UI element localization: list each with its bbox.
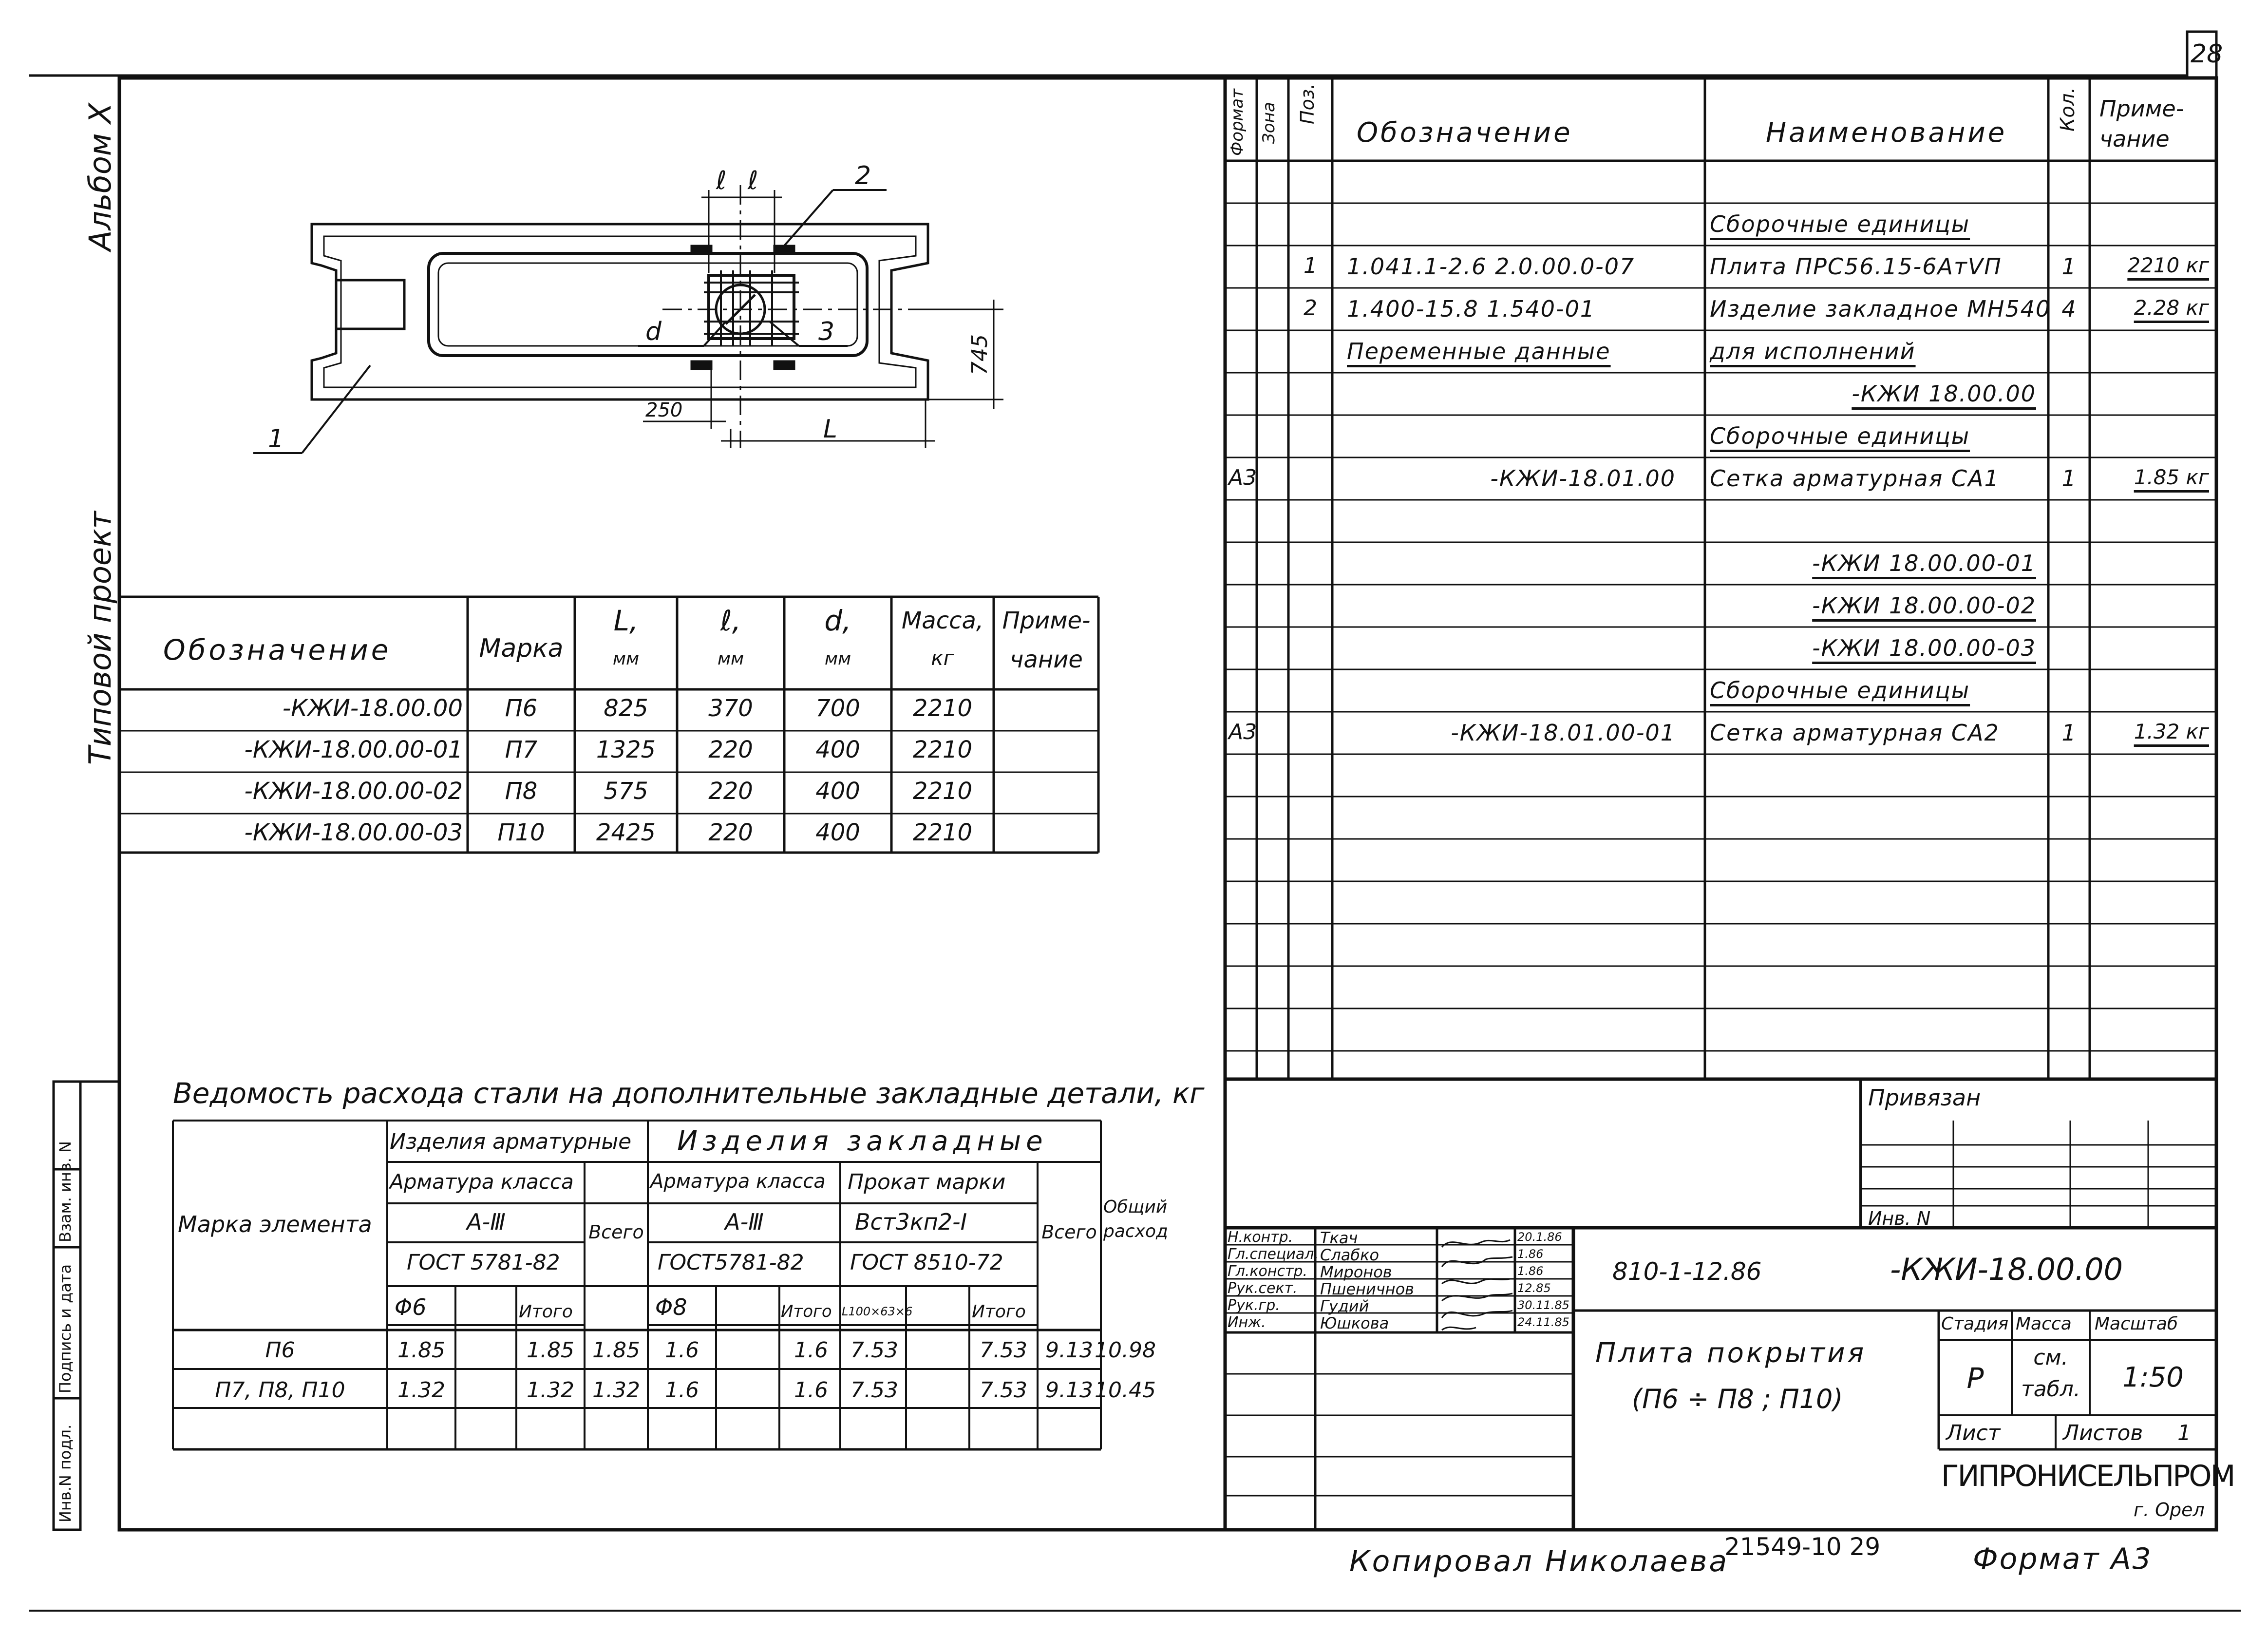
- spec-note-cell: 2210 кг: [2127, 253, 2209, 277]
- dim-label-l1: ℓ: [716, 166, 727, 195]
- variants-table-cell: -КЖИ-18.00.00: [282, 695, 463, 722]
- specification-row-lines: [1225, 203, 2216, 1051]
- tb-role: Гл.констр.: [1228, 1263, 1308, 1280]
- sheet-format: Формат А3: [1973, 1542, 2153, 1576]
- steel-header-izd-arm: Изделия арматурные: [390, 1129, 632, 1154]
- steel-header-prokat: Прокат марки: [848, 1170, 1006, 1195]
- spec-designation-cell: Переменные данные: [1347, 338, 1611, 364]
- spec-name-cell: Сетка арматурная СА2: [1710, 720, 2000, 746]
- steel-header-arm-class: Арматура класса: [390, 1170, 574, 1194]
- steel-table-cell: 1.32: [527, 1378, 574, 1403]
- variants-table-cell: 220: [708, 778, 753, 805]
- vt-header-marka: Марка: [479, 634, 564, 663]
- tb-name: Миронов: [1320, 1263, 1392, 1281]
- tb-title-2: (П6 ÷ П8 ; П10): [1632, 1384, 1843, 1414]
- spec-pos-cell: 1: [1304, 253, 1317, 278]
- spec-designation-cell: -КЖИ-18.01.00: [1490, 465, 1676, 492]
- tb-role: Рук.сект.: [1228, 1280, 1298, 1297]
- diameter-d-label: d: [645, 317, 662, 346]
- tb-stage-header: Стадия: [1941, 1314, 2009, 1334]
- stamp-inv-podl: Инв.N подл.: [56, 1424, 75, 1522]
- steel-header-itogo-1: Итого: [519, 1302, 573, 1322]
- steel-header-angle: L100×63×6: [842, 1305, 913, 1318]
- steel-header-gost8510: ГОСТ 8510-72: [850, 1250, 1003, 1275]
- spec-header-format: Формат: [1228, 89, 1247, 156]
- spec-header-qty: Кол.: [2057, 87, 2079, 132]
- steel-table-cell: 1.6: [665, 1378, 699, 1403]
- tb-designation: -КЖИ-18.00.00: [1890, 1252, 2123, 1287]
- spec-qty-cell: 1: [2061, 720, 2076, 746]
- variants-table-cell: 400: [815, 819, 860, 846]
- vt-header-l: ℓ,: [720, 604, 741, 637]
- vt-header-d: d,: [824, 604, 851, 637]
- steel-header-vsego: Всего: [588, 1221, 644, 1243]
- project-type-label: Типовой проект: [82, 511, 118, 765]
- spec-designation-cell: 1.400-15.8 1.540-01: [1347, 296, 1596, 322]
- tb-code: 810-1-12.86: [1612, 1257, 1762, 1286]
- steel-table-cell: 9.13: [1045, 1378, 1093, 1403]
- tb-name: Пшеничнов: [1320, 1280, 1415, 1298]
- variants-table-cell: 400: [815, 736, 860, 763]
- position-3-label: 3: [818, 317, 835, 346]
- tb-role: Инж.: [1228, 1314, 1266, 1331]
- tb-date: 1.86: [1517, 1247, 1544, 1261]
- spec-name-cell: -КЖИ 18.00.00-02: [1812, 592, 2036, 619]
- tb-privyazan: Привязан: [1868, 1084, 1981, 1111]
- steel-header-vsego-2: Всего: [1041, 1221, 1097, 1243]
- variants-table-cell: П6: [505, 695, 538, 722]
- variants-table-cell: 1325: [596, 736, 656, 763]
- vt-header-designation: Обозначение: [163, 633, 392, 666]
- vt-header-note-2: чание: [1010, 646, 1083, 673]
- tb-sheets: 1: [2177, 1421, 2191, 1445]
- variants-table-cell: 2210: [912, 736, 973, 763]
- variants-table-cell: П10: [497, 819, 545, 846]
- steel-table-cell: 7.53: [850, 1338, 898, 1363]
- tb-name: Гудий: [1320, 1297, 1369, 1315]
- spec-header-pos: Поз.: [1297, 83, 1318, 124]
- spec-name-cell: Изделие закладное МН540: [1710, 296, 2051, 322]
- vt-header-note: Приме-: [1002, 607, 1091, 634]
- steel-header-a3: А-Ⅲ: [467, 1209, 506, 1235]
- variants-table-cell: 220: [708, 736, 753, 763]
- spec-name-cell: -КЖИ 18.00.00-03: [1812, 635, 2036, 661]
- spec-qty-cell: 1: [2061, 465, 2076, 492]
- variants-table-cell: 825: [604, 695, 648, 722]
- tb-role: Рук.гр.: [1228, 1297, 1280, 1314]
- variants-table-cell: -КЖИ-18.00.00-02: [244, 778, 463, 805]
- spec-format-cell: А3: [1228, 720, 1257, 744]
- steel-header-f8: Φ8: [655, 1294, 687, 1320]
- steel-table-cell: П6: [265, 1338, 295, 1363]
- steel-table-cell: 7.53: [850, 1378, 898, 1403]
- variants-table-cell: П8: [505, 778, 538, 805]
- steel-header-f6: Φ6: [395, 1294, 427, 1320]
- tb-mass-1: см.: [2033, 1345, 2068, 1370]
- steel-table-cell: П7, П8, П10: [215, 1378, 345, 1403]
- position-2-label: 2: [855, 161, 871, 190]
- sheet-number: 28: [2191, 39, 2223, 69]
- tb-scale: 1:50: [2122, 1362, 2184, 1393]
- dim-745-label: 745: [967, 334, 992, 375]
- copied-by: Копировал Николаева: [1349, 1544, 1729, 1578]
- spec-name-cell: Сборочные единицы: [1710, 211, 1970, 237]
- spec-name-cell: для исполнений: [1710, 338, 1916, 364]
- steel-table-cell: 1.6: [794, 1338, 828, 1363]
- spec-designation-cell: 1.041.1-2.6 2.0.00.0-07: [1347, 253, 1635, 280]
- variants-table-cell: 2210: [912, 695, 973, 722]
- dim-label-l2: ℓ: [748, 166, 758, 195]
- steel-header-arm-class-2: Арматура класса: [650, 1170, 826, 1193]
- steel-table-cell: 10.45: [1095, 1378, 1156, 1403]
- tb-title-1: Плита покрытия: [1595, 1337, 1867, 1369]
- tb-role: Гл.специал.: [1228, 1246, 1319, 1263]
- vt-header-mass-unit: кг: [931, 646, 954, 670]
- vt-header-L: L,: [613, 604, 639, 637]
- spec-name-cell: Сборочные единицы: [1710, 423, 1970, 449]
- tb-date: 20.1.86: [1517, 1230, 1562, 1244]
- steel-table-cell: 1.85: [527, 1338, 574, 1363]
- spec-note-cell: 2.28 кг: [2134, 296, 2209, 320]
- variants-table-cell: П7: [505, 736, 538, 763]
- position-1-label: 1: [268, 424, 284, 454]
- tb-stage: Р: [1966, 1362, 1984, 1395]
- spec-header-note-2: чание: [2099, 126, 2170, 152]
- steel-table-cell: 1.6: [665, 1338, 699, 1363]
- variants-table-cell: 2425: [596, 819, 656, 846]
- steel-header-total: Общий: [1103, 1197, 1168, 1217]
- steel-header-marka: Марка элемента: [178, 1211, 372, 1237]
- variants-table-cell: 400: [815, 778, 860, 805]
- steel-table-cell: 1.32: [397, 1378, 445, 1403]
- dim-250-label: 250: [645, 399, 683, 421]
- spec-name-cell: Сборочные единицы: [1710, 677, 1970, 703]
- steel-header-gost5781: ГОСТ 5781-82: [407, 1250, 560, 1275]
- variants-table-cell: 2210: [912, 778, 973, 805]
- variants-table-cell: 370: [708, 695, 753, 722]
- spec-header-zone: Зона: [1259, 102, 1279, 144]
- variants-table-cell: 575: [604, 778, 648, 805]
- archive-number: 21549-10 29: [1724, 1533, 1881, 1561]
- steel-header-itogo-2: Итого: [781, 1302, 832, 1321]
- steel-table-cell: 1.85: [592, 1338, 640, 1363]
- steel-table-cell: 1.85: [397, 1338, 445, 1363]
- spec-name-cell: -КЖИ 18.00.00: [1852, 380, 2036, 407]
- spec-note-cell: 1.85 кг: [2134, 465, 2209, 489]
- spec-name-cell: Сетка арматурная СА1: [1710, 465, 2000, 492]
- variants-table-cell: -КЖИ-18.00.00-03: [244, 819, 463, 846]
- tb-inv: Инв. N: [1868, 1208, 1931, 1229]
- spec-format-cell: А3: [1228, 465, 1257, 490]
- tb-date: 12.85: [1517, 1281, 1551, 1295]
- tb-date: 1.86: [1517, 1264, 1544, 1278]
- tb-mass-header: Масса: [2016, 1314, 2072, 1334]
- variants-table-cell: -КЖИ-18.00.00-01: [244, 736, 463, 763]
- tb-name: Юшкова: [1320, 1314, 1389, 1332]
- variants-table-cell: 700: [815, 695, 860, 722]
- spec-name-cell: Плита ПРС56.15-6АтⅤП: [1710, 253, 2002, 280]
- variants-table-cell: 2210: [912, 819, 973, 846]
- spec-header-name: Наименование: [1766, 117, 2007, 149]
- steel-header-vst: Вст3кп2-Ⅰ: [855, 1209, 967, 1235]
- steel-table-cell: 10.98: [1095, 1338, 1156, 1363]
- spec-qty-cell: 4: [2061, 296, 2076, 322]
- tb-organization: ГИПРОНИСЕЛЬПРОМ: [1941, 1459, 2234, 1493]
- spec-header-designation: Обозначение: [1357, 117, 1573, 149]
- steel-header-gost5781-2: ГОСТ5781-82: [658, 1250, 804, 1275]
- steel-table-cell: 7.53: [980, 1338, 1027, 1363]
- steel-header-izd-zakl: Изделия закладные: [677, 1125, 1048, 1157]
- tb-date: 24.11.85: [1517, 1315, 1569, 1329]
- vt-header-mass: Масса,: [901, 607, 984, 634]
- album-label: Альбом Х: [82, 103, 118, 251]
- spec-note-cell: 1.32 кг: [2134, 720, 2209, 743]
- stamp-vzam-inv: Взам. инв. N: [56, 1141, 75, 1242]
- steel-header-itogo-3: Итого: [972, 1302, 1026, 1322]
- steel-header-total-2: расход: [1103, 1221, 1168, 1241]
- tb-name: Ткач: [1320, 1229, 1358, 1247]
- spec-header-note-1: Приме-: [2099, 95, 2184, 122]
- spec-qty-cell: 1: [2061, 253, 2076, 280]
- tb-scale-header: Масштаб: [2095, 1314, 2178, 1334]
- plate-plan-drawing: [253, 185, 1003, 453]
- steel-table-cell: 9.13: [1045, 1338, 1093, 1363]
- tb-city: г. Орел: [2134, 1499, 2205, 1521]
- steel-table-title: Ведомость расхода стали на дополнительные закладные детали, кг: [173, 1077, 1205, 1110]
- spec-name-cell: -КЖИ 18.00.00-01: [1812, 550, 2036, 576]
- steel-table-cell: 1.6: [794, 1378, 828, 1403]
- steel-header-a3-2: А-Ⅲ: [725, 1209, 764, 1235]
- steel-table-cell: 1.32: [592, 1378, 640, 1403]
- tb-sheets-header: Листов: [2063, 1421, 2143, 1445]
- stamp-signature-date: Подпись и дата: [56, 1264, 75, 1393]
- vt-header-L-unit: мм: [612, 649, 640, 669]
- dim-L-label: L: [823, 415, 837, 444]
- steel-table-cell: 7.53: [980, 1378, 1027, 1403]
- vt-header-d-unit: мм: [824, 649, 851, 669]
- tb-name: Слабко: [1320, 1246, 1380, 1264]
- vt-header-l-unit: мм: [717, 649, 744, 669]
- tb-mass-2: табл.: [2021, 1377, 2080, 1402]
- tb-role: Н.контр.: [1228, 1229, 1293, 1246]
- tb-date: 30.11.85: [1517, 1298, 1569, 1312]
- spec-pos-cell: 2: [1304, 296, 1317, 321]
- tb-sheet-header: Лист: [1946, 1421, 2001, 1445]
- variants-table-cell: 220: [708, 819, 753, 846]
- spec-designation-cell: -КЖИ-18.01.00-01: [1451, 720, 1676, 746]
